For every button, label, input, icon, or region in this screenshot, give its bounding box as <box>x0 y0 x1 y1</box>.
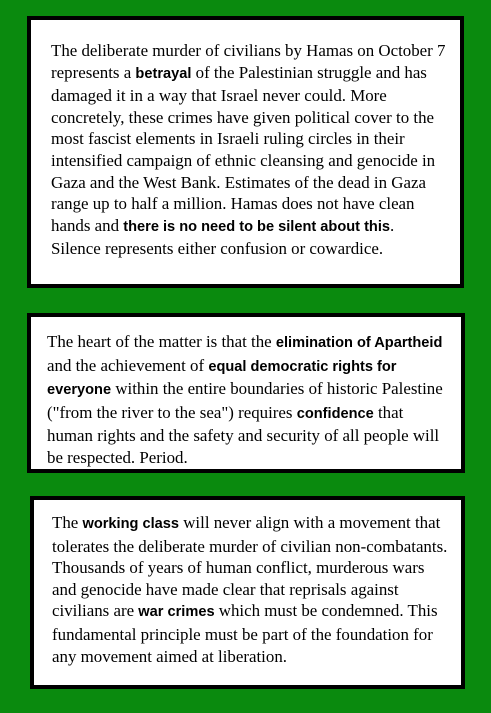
paragraph-1-bold-betrayal: betrayal <box>135 65 192 82</box>
paragraph-1-text-a: The deliberate murder of civilians by Hamas on October 7 represents a <box>51 41 446 82</box>
paragraph-2-bold-equal-rights: equal democratic rights for everyone <box>47 358 397 399</box>
paragraph-2-text-c: within the entire boundaries of historic Palestine ("from the river to the sea") requires <box>47 379 443 422</box>
paragraph-1-text-c: . Silence represents either confusion or cowardice. <box>51 215 395 259</box>
text-box-2 <box>27 313 465 473</box>
paragraph-3-text-c: which must be condemned. This fundamental principle must be part of the foundation for any movement aimed at liberation. <box>52 601 438 666</box>
text-box-1 <box>27 16 464 288</box>
paragraph-2-text-a: The heart of the matter is that the <box>47 332 276 351</box>
paragraph-3-text-b: will never align with a movement that tolerates the deliberate murder of civilian non-combatants. Thousands of years of human conflict, murderous wars and genocide have made clear that reprisals against civilians are <box>52 513 448 621</box>
paragraph-3-text-a: The <box>52 513 83 532</box>
paragraph-2 <box>47 331 451 469</box>
paragraph-2-text-d: that human rights and the safety and security of all people will be respected. Period. <box>47 402 440 467</box>
paragraph-2-bold-confidence: confidence <box>296 405 374 422</box>
paragraph-2-bold-elimination-apartheid: elimination of Apartheid <box>275 335 443 351</box>
text-box-3 <box>30 496 465 689</box>
paragraph-3-bold-war-crimes: war crimes <box>138 604 215 621</box>
paragraph-1 <box>51 40 446 260</box>
paragraph-1-bold-no-need-silent: there is no need to be silent about this <box>123 218 391 235</box>
paragraph-3-bold-working-class: working class <box>82 516 180 532</box>
paragraph-3 <box>52 512 453 667</box>
paragraph-1-text-b: of the Palestinian struggle and has damaged it in a way that Israel never could. More concretely, these crimes have given political cover to the most fascist elements in Israeli ruling circles in their intensified campaign of ethnic cleansing and genocide in Gaza and the West Bank. Estimates of the dead in Gaza range up to half a million. Hamas does not have clean hands and <box>51 62 436 235</box>
paragraph-2-text-b: and the achievement of <box>47 355 209 375</box>
